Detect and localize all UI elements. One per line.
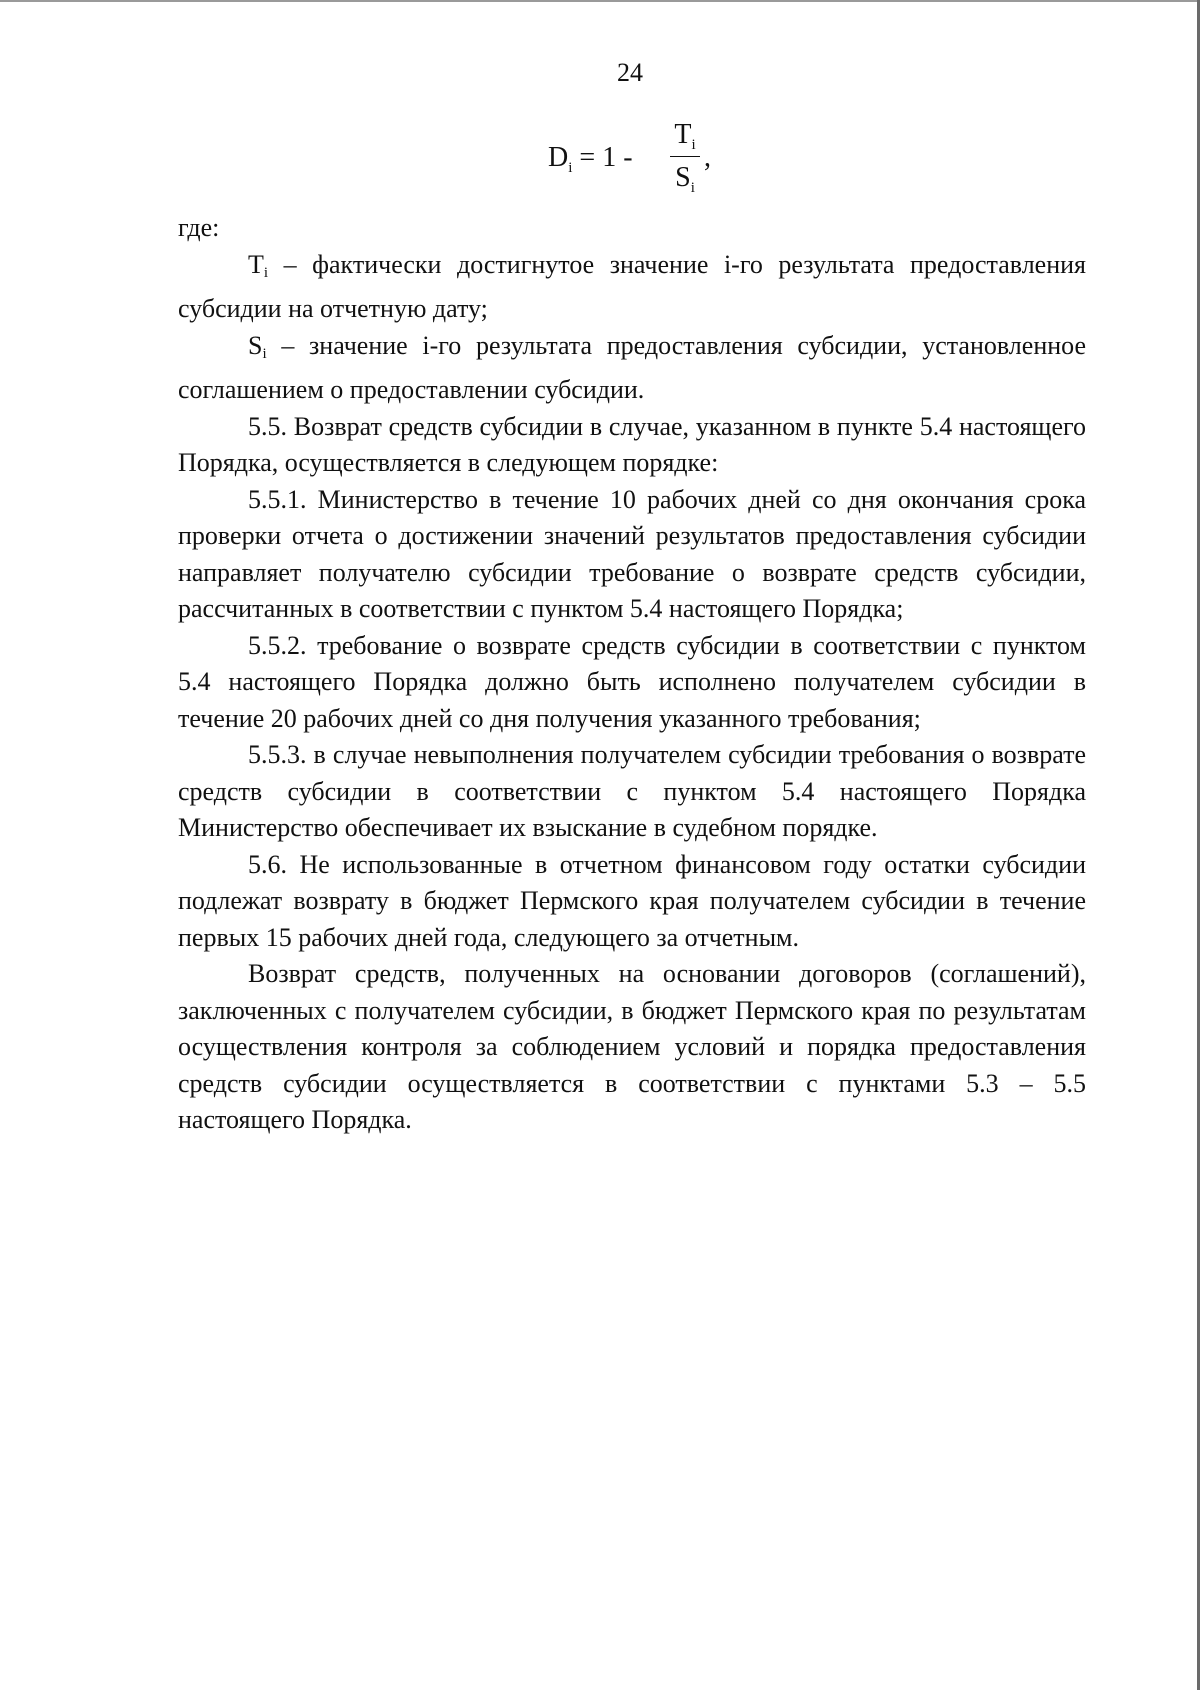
definition-t-symbol: T [248,249,264,279]
page-number: 24 [617,58,643,87]
formula-numerator-subscript: i [691,137,696,153]
definition-t-text: – фактически достигнутое значение i-го результата предоставления субсидии на отчетную дату; [178,249,1086,323]
paragraph-5-5-1: 5.5.1. Министерство в течение 10 рабочих дней со дня окончания срока проверки отчета о достижении значений результатов предоставления субсидии направляет получателю субсидии требование о возврате средств субсидии, рассчитанных в соответствии с пунктом 5.4 настоящего Порядка; [178,484,1086,623]
fraction-bar [670,156,700,157]
formula-lhs-subscript: i [568,160,573,176]
formula-numerator-symbol: T [674,119,692,150]
paragraph-return: Возврат средств, полученных на основании договоров (соглашений), заключенных с получателем субсидии, в бюджет Пермского края по результатам осуществления контроля за соблюдением условий и порядка предоставления средств субсидии осуществляется в соответствии с пунктами 5.3 – 5.5 настоящего Порядка. [178,959,1086,1134]
formula-fraction [670,118,700,195]
paragraph-5-6: 5.6. Не использованные в отчетном финансовом году остатки субсидии подлежат возврату в бюджет Пермского края получателем субсидии в течение первых 15 рабочих дней года, следующего за отчетным. [178,849,1086,952]
formula-left-side [548,142,640,177]
scan-edge-top [0,0,1200,2]
definition-s-symbol: S [248,330,263,360]
formula-denominator-subscript: i [690,180,695,196]
paragraph-5-5-3: 5.5.3. в случае невыполнения получателем субсидии требования о возврате средств субсидии в соответствии с пунктом 5.4 настоящего Порядка Министерство обеспечивает их взыскание в судебном порядке. [178,740,1086,842]
formula-trailing-comma: , [704,142,711,173]
formula-numerator [670,118,700,152]
definition-t [178,247,1086,328]
document-body [178,210,1086,1139]
formula-denominator-symbol: S [675,162,691,193]
definition-s [178,328,1086,409]
paragraph-5-5-2: 5.5.2. требование о возврате средств субсидии в соответствии с пунктом 5.4 настоящего Порядка должно быть исполнено получателем субсидии в течение 20 рабочих дней со дня получения указанного требования; [178,630,1086,733]
formula-equals-one-minus: = 1 - [572,142,640,173]
definition-s-subscript: i [262,345,267,362]
where-label: где: [178,213,220,242]
formula-denominator [670,161,700,195]
definition-s-text: – значение i-го результата предоставления субсидии, установленное соглашением о предоставлении субсидии. [178,330,1086,404]
formula-lhs: D [548,142,569,173]
paragraph-5-5: 5.5. Возврат средств субсидии в случае, указанном в пункте 5.4 настоящего Порядка, осуществляется в следующем порядке: [178,411,1086,477]
definition-t-subscript: i [263,264,269,281]
